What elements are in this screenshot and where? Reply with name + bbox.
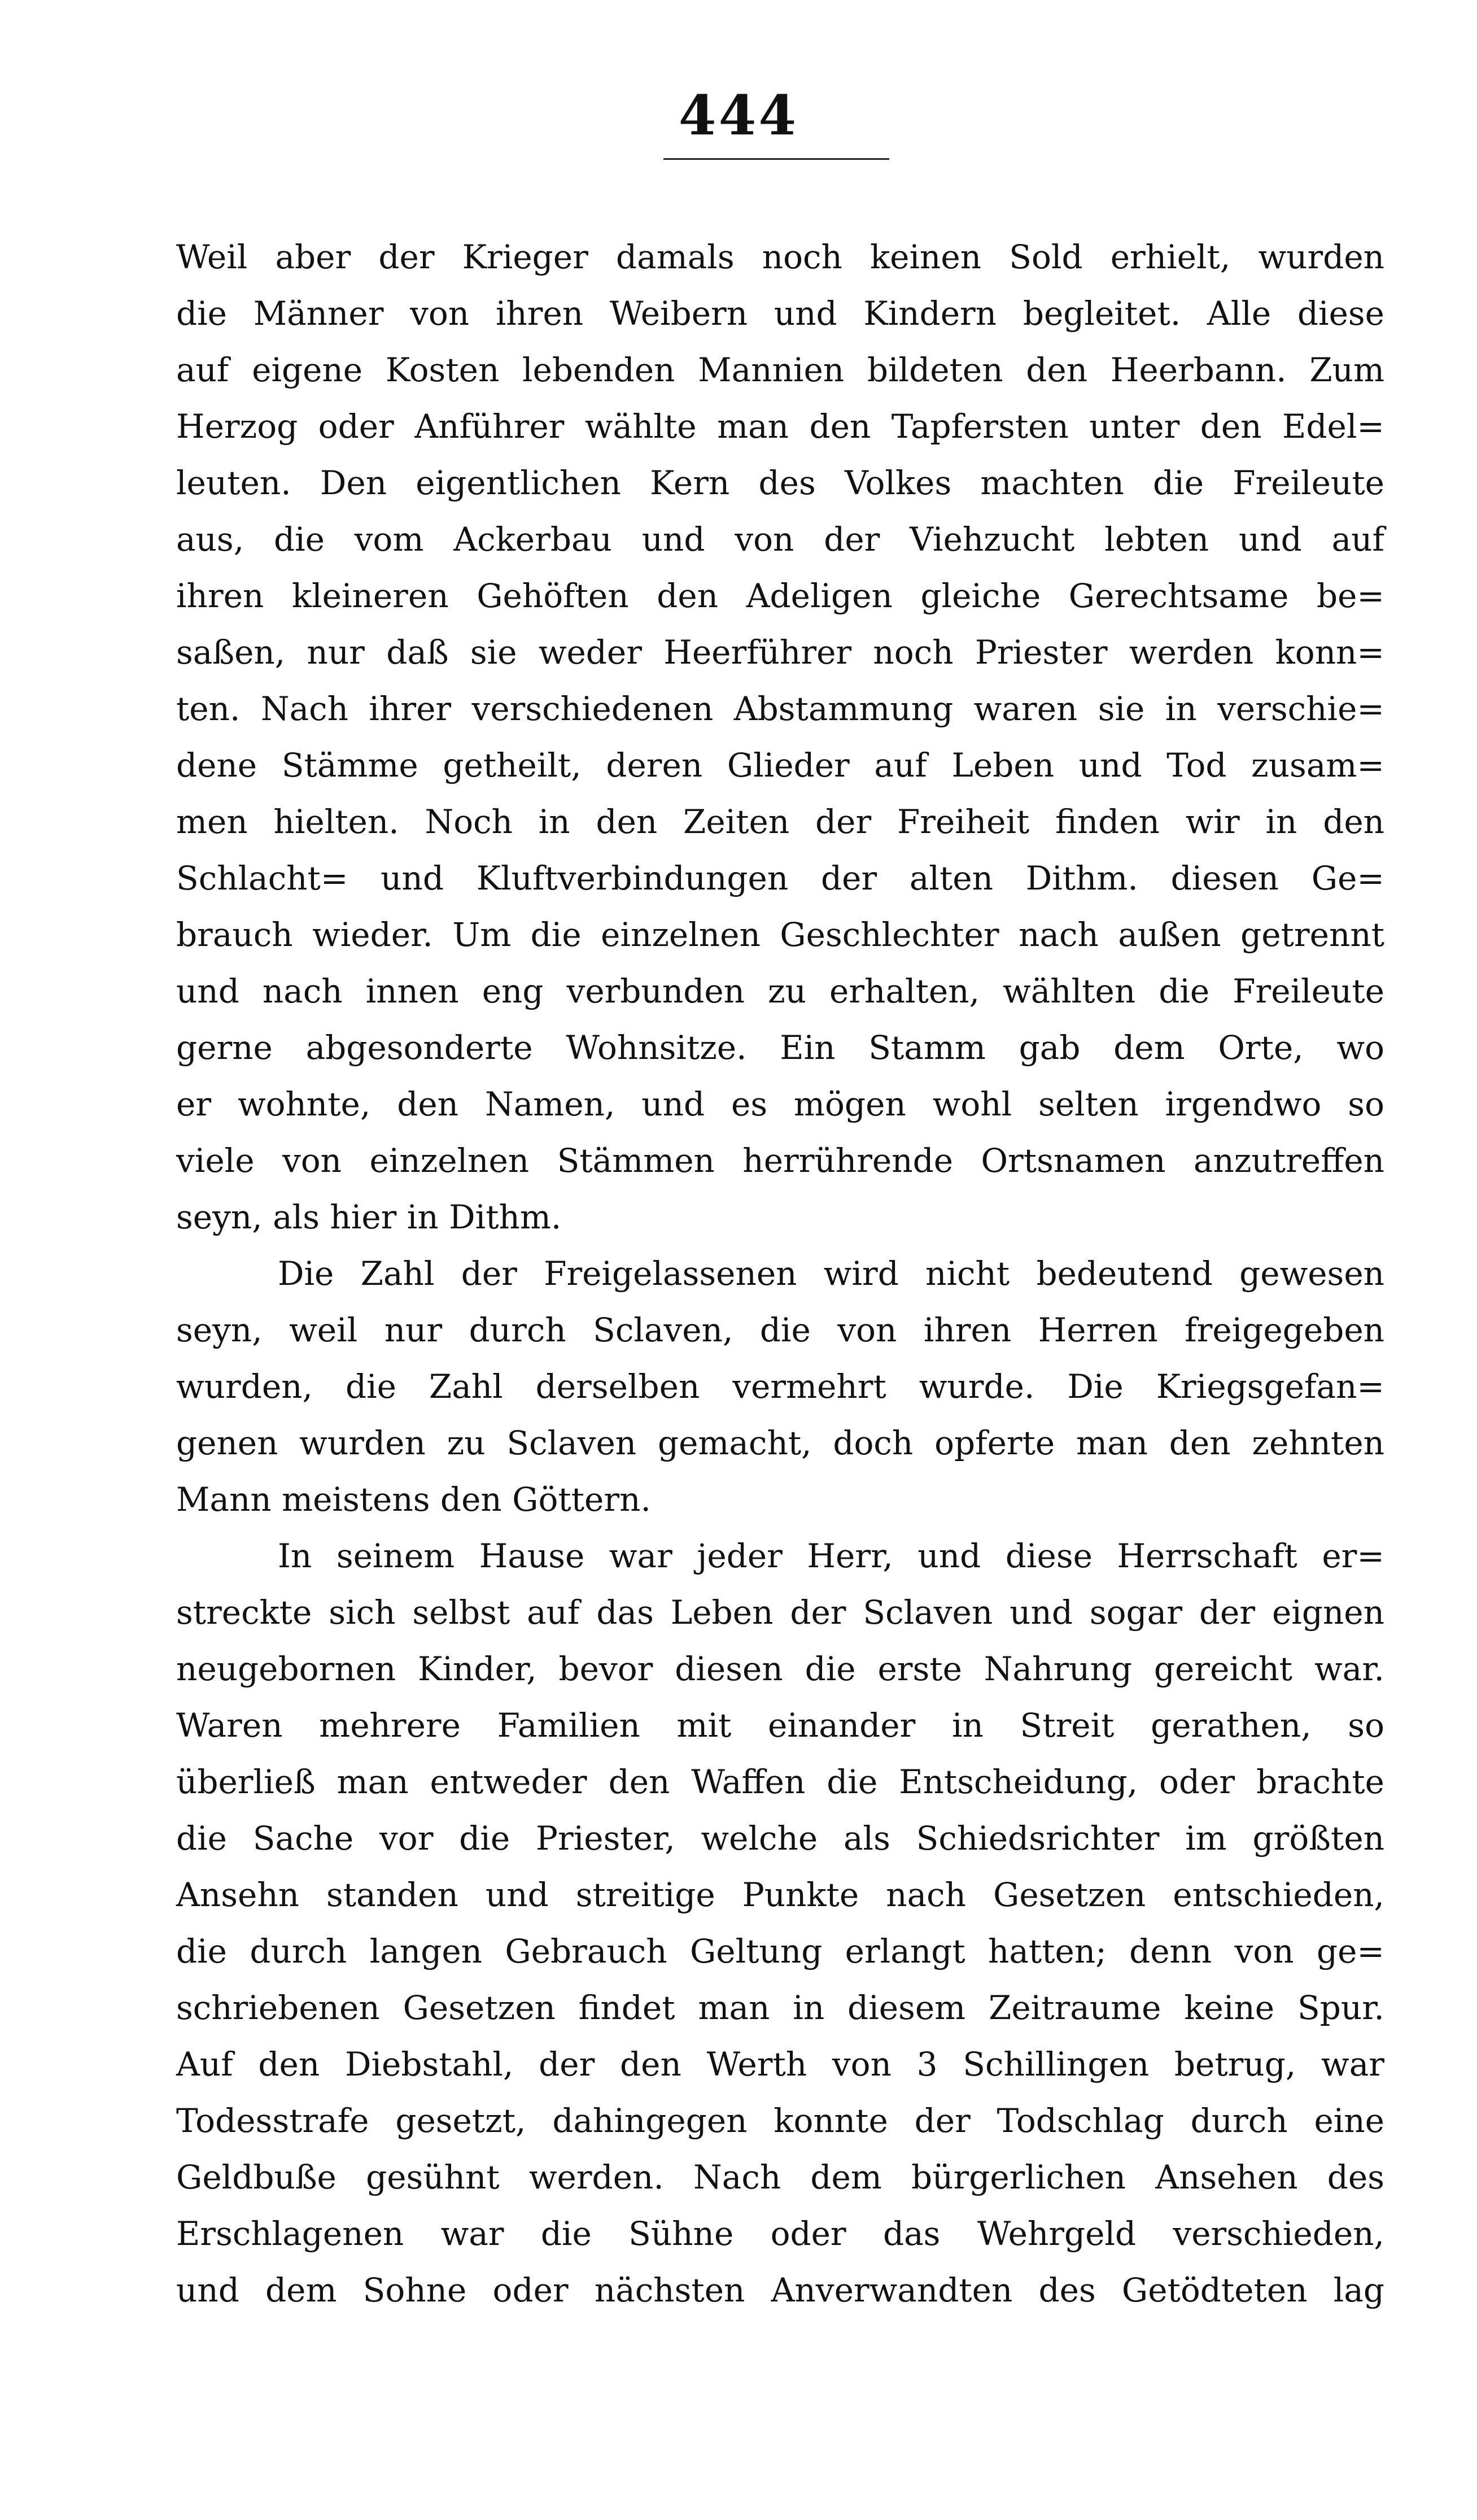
text-line: die Männer von ihren Weibern und Kindern begleitet. Alle diese	[176, 294, 1384, 333]
text-line: Waren mehrere Familien mit einander in Streit gerathen, so	[176, 1706, 1384, 1745]
text-line: und nach innen eng verbunden zu erhalten, wählten die Freileute	[176, 972, 1384, 1010]
text-line: ten. Nach ihrer verschiedenen Abstammung waren sie in verschie=	[176, 690, 1384, 728]
text-line: gerne abgesonderte Wohnsitze. Ein Stamm gab dem Orte, wo	[176, 1028, 1384, 1067]
text-line: die Sache vor die Priester, welche als Schiedsrichter im größten	[176, 1819, 1384, 1858]
text-line: Geldbuße gesühnt werden. Nach dem bürgerlichen Ansehen des	[176, 2158, 1384, 2196]
paragraph-start-line: In seinem Hause war jeder Herr, und diese Herrschaft er=	[278, 1537, 1384, 1575]
page-number-rule	[663, 158, 889, 160]
text-line: leuten. Den eigentlichen Kern des Volkes machten die Freileute	[176, 464, 1384, 502]
text-line: Herzog oder Anführer wählte man den Tapfersten unter den Edel=	[176, 407, 1384, 446]
text-line: saßen, nur daß sie weder Heerführer noch Priester werden konn=	[176, 633, 1384, 672]
text-line: seyn, weil nur durch Sclaven, die von ihren Herren freigegeben	[176, 1311, 1384, 1349]
text-line: Todesstrafe gesetzt, dahingegen konnte der Todschlag durch eine	[176, 2102, 1384, 2140]
text-line: ihren kleineren Gehöften den Adeligen gleiche Gerechtsame be=	[176, 577, 1384, 615]
paragraph-end-line: seyn, als hier in Dithm.	[176, 1198, 562, 1236]
body-text	[176, 229, 1384, 2318]
text-line: dene Stämme getheilt, deren Glieder auf Leben und Tod zusam=	[176, 746, 1384, 784]
text-line: streckte sich selbst auf das Leben der Sclaven und sogar der eignen	[176, 1593, 1384, 1632]
text-line: neugebornen Kinder, bevor diesen die erste Nahrung gereicht war.	[176, 1650, 1384, 1688]
text-line: Schlacht= und Kluftverbindungen der alten Dithm. diesen Ge=	[176, 859, 1384, 897]
paragraph-start-line: Die Zahl der Freigelassenen wird nicht bedeutend gewesen	[278, 1254, 1384, 1293]
text-line: schriebenen Gesetzen findet man in diesem Zeitraume keine Spur.	[176, 1989, 1384, 2027]
text-line: Auf den Diebstahl, der den Werth von 3 Schillingen betrug, war	[176, 2045, 1384, 2083]
text-line: Ansehn standen und streitige Punkte nach Gesetzen entschieden,	[176, 1876, 1384, 1914]
text-line: und dem Sohne oder nächsten Anverwandten des Getödteten lag	[176, 2271, 1384, 2309]
text-line: Weil aber der Krieger damals noch keinen Sold erhielt, wurden	[176, 238, 1384, 276]
text-line: men hielten. Noch in den Zeiten der Freiheit finden wir in den	[176, 803, 1384, 841]
text-line: genen wurden zu Sclaven gemacht, doch opferte man den zehnten	[176, 1424, 1384, 1462]
page-number: 444	[678, 84, 799, 147]
text-line: überließ man entweder den Waffen die Entscheidung, oder brachte	[176, 1763, 1384, 1801]
text-line: wurden, die Zahl derselben vermehrt wurde. Die Kriegsgefan=	[176, 1367, 1384, 1406]
text-line: auf eigene Kosten lebenden Mannien bildeten den Heerbann. Zum	[176, 351, 1384, 389]
text-line: viele von einzelnen Stämmen herrührende Ortsnamen anzutreffen	[176, 1141, 1384, 1180]
text-line: aus, die vom Ackerbau und von der Viehzucht lebten und auf	[176, 520, 1384, 559]
text-line: er wohnte, den Namen, und es mögen wohl selten irgendwo so	[176, 1085, 1384, 1123]
paragraph-end-line: Mann meistens den Göttern.	[176, 1480, 651, 1519]
text-line: brauch wieder. Um die einzelnen Geschlechter nach außen getrennt	[176, 915, 1384, 954]
text-line: Erschlagenen war die Sühne oder das Wehrgeld verschieden,	[176, 2214, 1384, 2253]
text-line: die durch langen Gebrauch Geltung erlangt hatten; denn von ge=	[176, 1932, 1384, 1970]
